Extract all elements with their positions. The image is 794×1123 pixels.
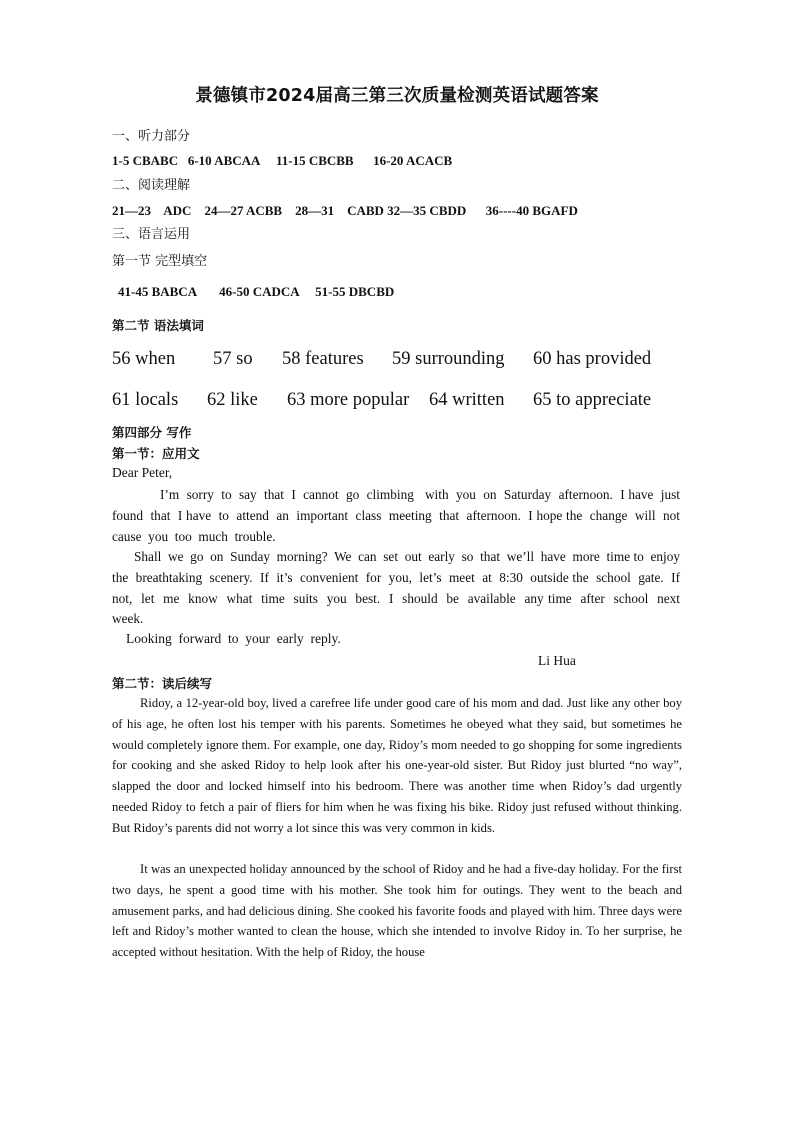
reading-heading: 二、阅读理解 xyxy=(112,178,191,193)
continuation-paragraph-2: It was an unexpected holiday announced by the school of Ridoy and he had a five-day holiday. For the first two days, he spent a good time with his mother. She took him for outings. They went to the beach and amusement parks, and had delicious dining. She cooked his favorite foods and played with him. Three days were left and Ridoy’s mother wanted to clean the house, which she intended to involve Ridoy in. To her surprise, he accepted without hesitation. With the help of Ridoy, the house xyxy=(112,862,682,960)
grammar-answer-56: 56 when xyxy=(112,349,176,369)
letter-closing: Looking forward to your early reply. xyxy=(126,631,341,646)
grammar-answer-64: 64 written xyxy=(429,390,505,410)
reading-answers: 21—23 ADC 24—27 ACBB 28—31 CABD 32—35 CBDD 36----40 BGAFD xyxy=(112,203,578,218)
grammar-answer-62: 62 like xyxy=(207,390,258,410)
listening-answers: 1-5 CBABC 6-10 ABCAA 11-15 CBCBB 16-20 ACACB xyxy=(112,153,453,168)
grammar-answer-65: 65 to appreciate xyxy=(533,390,652,410)
grammar-answer-61: 61 locals xyxy=(112,390,179,410)
continuation-writing-heading: 第二节：读后续写 xyxy=(112,676,213,691)
cloze-answers: 41-45 BABCA 46-50 CADCA 51-55 DBCBD xyxy=(118,284,395,299)
grammar-answer-58: 58 features xyxy=(282,349,364,369)
letter-paragraph-1: I’m sorry to say that I cannot go climbing with you on Saturday afternoon. I have just found that I have to attend an important class meeting that afternoon. I hope the change will not cause you too much trouble. xyxy=(112,487,687,544)
language-heading: 三、语言运用 xyxy=(112,227,191,242)
continuation-paragraph-1: Ridoy, a 12-year-old boy, lived a carefree life under good care of his mom and dad. Just like any other boy of his age, he often lost his temper with his parents. Sometimes he obeyed what they said, but sometimes he would completely ignore them. For example, one day, Ridoy’s mom needed to go shopping for some ingredients for cooking and she asked Ridoy to help look after his one-year-old sister. But Ridoy just blurted “no way”, slapped the door and locked himself into his bedroom. There was another time when Ridoy’s dad urgently needed Ridoy to fetch a pair of fliers for him when he was fixing his bike. Ridoy just refused without thinking. But Ridoy’s parents did not worry a lot since this was very common in kids. xyxy=(112,696,682,835)
page-title: 景德镇市2024届高三第三次质量检测英语试题答案 xyxy=(195,86,599,106)
practical-writing-heading: 第一节：应用文 xyxy=(112,446,200,461)
grammar-answer-59: 59 surrounding xyxy=(392,349,505,369)
letter-salutation: Dear Peter, xyxy=(112,465,173,480)
grammar-answer-57: 57 so xyxy=(213,349,253,369)
letter-signature: Li Hua xyxy=(538,653,576,668)
cloze-heading: 第一节 完型填空 xyxy=(112,254,208,269)
grammar-answer-60: 60 has provided xyxy=(533,349,652,369)
writing-heading: 第四部分 写作 xyxy=(112,425,192,440)
grammar-answer-63: 63 more popular xyxy=(287,390,410,410)
grammar-heading: 第二节 语法填词 xyxy=(112,318,204,333)
listening-heading: 一、听力部分 xyxy=(112,129,191,144)
letter-paragraph-2: Shall we go on Sunday morning? We can set out early so that we’ll have more time to enjoy the breathtaking scenery. If it’s convenient for you, let’s meet at 8:30 outside the school gate. If not, let me know what time suits you best. I should be available any time after school next week. xyxy=(112,549,687,627)
